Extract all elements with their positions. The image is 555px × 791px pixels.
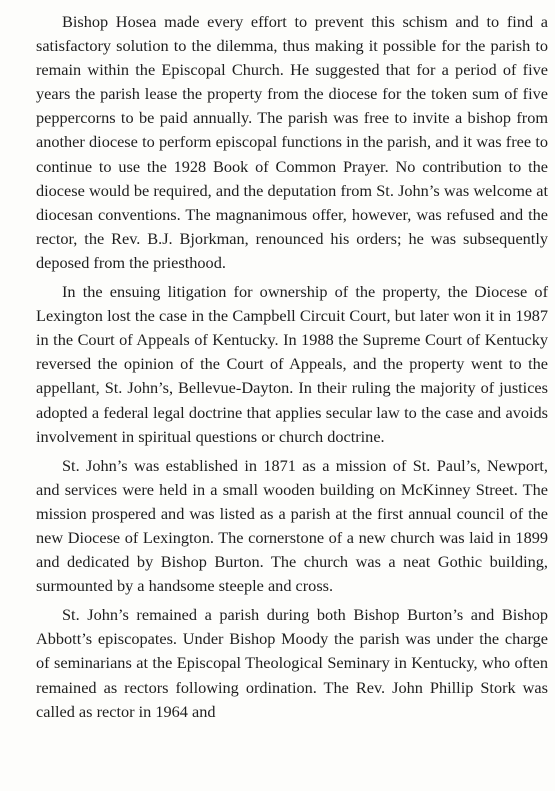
- body-text: [36, 10, 548, 724]
- paragraph-establishment: St. John’s was established in 1871 as a mission of St. Paul’s, Newport, and services were held in a small wooden building on McKinney Street. The mission prospered and was listed as a parish at the first annual council of the new Diocese of Lexington. The cornerstone of a new church was laid in 1899 and dedicated by Bishop Burton. The church was a neat Gothic building, surmounted by a handsome steeple and cross.: [36, 455, 548, 596]
- paragraph-episcopates: St. John’s remained a parish during both Bishop Burton’s and Bishop Abbott’s episcopates. Under Bishop Moody the parish was under the charge of seminarians at the Episcopal Theological Seminary in Kentucky, who often remained as rectors following ordination. The Rev. John Phillip Stork was called as rector in 1964 and: [36, 605, 548, 721]
- paragraph-litigation: In the ensuing litigation for ownership of the property, the Diocese of Lexington lost the case in the Campbell Circuit Court, but later won it in 1987 in the Court of Appeals of Kentucky. In 1988 the Supreme Court of Kentucky reversed the opinion of the Court of Appeals, and the property went to the appellant, St. John’s, Bellevue-Dayton. In their ruling the majority of justices adopted a federal legal doctrine that applies secular law to the case and avoids involvement in spiritual questions or church doctrine.: [36, 282, 548, 446]
- paragraph-schism: Bishop Hosea made every effort to prevent this schism and to find a satisfactory solution to the dilemma, thus making it possible for the parish to remain within the Episcopal Church. He suggested that for a period of five years the parish lease the property from the diocese for the token sum of five peppercorns to be paid annually. The parish was free to invite a bishop from another diocese to perform episcopal functions in the parish, and it was free to continue to use the 1928 Book of Common Prayer. No contribution to the diocese would be required, and the deputation from St. John’s was welcome at diocesan conventions. The magnanimous offer, however, was refused and the rector, the Rev. B.J. Bjorkman, renounced his orders; he was subsequently deposed from the priesthood.: [36, 12, 548, 272]
